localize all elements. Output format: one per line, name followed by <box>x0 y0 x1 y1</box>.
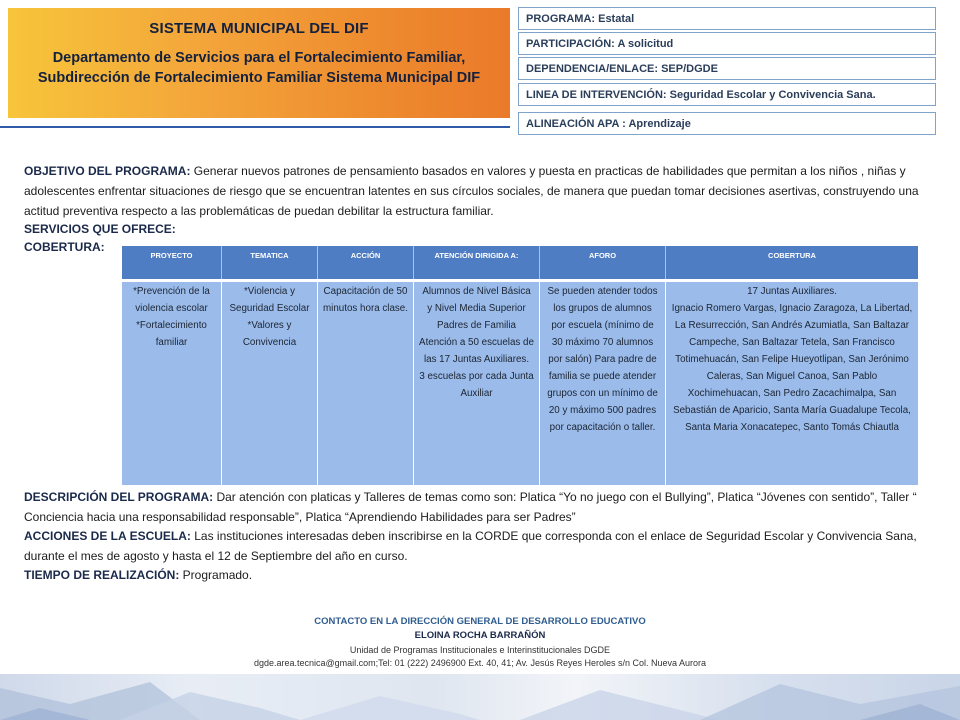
participacion-box: PARTICIPACIÓN: A solicitud <box>518 32 936 55</box>
header-divider <box>0 126 510 128</box>
header-accion: ACCIÓN <box>318 246 414 279</box>
banner-subtitle <box>8 48 510 88</box>
cell-accion: Capacitación de 50 minutos hora clase. <box>318 282 414 485</box>
linea-intervencion-box: LINEA DE INTERVENCIÓN: Seguridad Escolar y Convivencia Sana. <box>518 83 936 106</box>
cell-cobertura <box>666 282 918 485</box>
descripcion-paragraph <box>24 487 922 527</box>
cobertura-heading: COBERTURA: <box>24 240 105 254</box>
cell-cobertura-juntas: 17 Juntas Auxiliares. <box>747 286 837 297</box>
banner-title: SISTEMA MUNICIPAL DEL DIF <box>149 20 369 37</box>
descripcion-label: DESCRIPCIÓN DEL PROGRAMA: <box>24 490 214 504</box>
header-proyecto: PROYECTO <box>122 246 222 279</box>
header-aforo: AFORO <box>540 246 666 279</box>
dependencia-box: DEPENDENCIA/ENLACE: SEP/DGDE <box>518 57 936 80</box>
descripcion-text: Dar atención con platicas y Talleres de temas como son: Platica “Yo no juego con el Bullying”, Platica “Jóvenes con sentido”, Taller “ Conciencia hacia una responsabilidad responsable”, Platica “Aprendiendo Habilidades para ser Padres” <box>24 490 917 524</box>
cell-proyecto: *Prevención de la violencia escolar *Fortalecimiento familiar <box>122 282 222 485</box>
tiempo-label: TIEMPO DE REALIZACIÓN: <box>24 568 180 582</box>
header-atencion: ATENCIÓN DIRIGIDA A: <box>414 246 540 279</box>
alineacion-box: ALINEACIÓN APA : Aprendizaje <box>518 112 936 135</box>
cell-atencion-escuelas: 3 escuelas por cada Junta Auxiliar <box>419 371 534 399</box>
contact-address[interactable]: dgde.area.tecnica@gmail.com;Tel: 01 (222) 2496900 Ext. 40, 41; Av. Jesús Reyes Heroles s/n Col. Nueva Aurora <box>253 658 707 668</box>
objetivo-text: Generar nuevos patrones de pensamiento basados en valores y puesta en practicas de habilidades que permitan a los niños , niñas y adolescentes enfrentar situaciones de riesgo que se encuentran latentes en sus círculos sociales, de manera que puedan tomar decisiones asertivas, construyendo una actitud preventiva respecto a las problemáticas de puedan debilitar la estructura familiar. <box>24 164 919 218</box>
objetivo-paragraph <box>24 161 922 221</box>
cell-atencion-alumnos: Alumnos de Nivel Básica y Nivel Media Superior <box>422 286 531 314</box>
footer-decoration <box>0 674 960 720</box>
acciones-label: ACCIONES DE LA ESCUELA: <box>24 529 191 543</box>
acciones-text: Las instituciones interesadas deben inscribirse en la CORDE que corresponda con el enlace de Seguridad Escolar y Convivencia Sana, durante el mes de agosto y hasta el 12 de Septiembre del año en curso. <box>24 529 917 563</box>
cell-atencion <box>414 282 540 485</box>
header-banner <box>8 8 510 118</box>
tiempo-text: Programado. <box>179 568 253 582</box>
tiempo-paragraph <box>24 565 922 585</box>
contact-title: CONTACTO EN LA DIRECCIÓN GENERAL DE DESARROLLO EDUCATIVO <box>314 616 646 627</box>
header-cobertura: COBERTURA <box>768 251 816 260</box>
servicios-heading: SERVICIOS QUE OFRECE: <box>24 222 176 236</box>
cell-aforo: Se pueden atender todos los grupos de alumnos por escuela (mínimo de 30 máximo 70 alumnos por salón) Para padre de familia se puede atender grupos con un mínimo de 20 y máximo 500 padres por capacitación o taller. <box>540 282 666 485</box>
table-row <box>122 282 918 485</box>
services-table <box>122 246 918 485</box>
contact-name: ELOINA ROCHA BARRAÑÓN <box>414 630 546 641</box>
footer-pattern-graphic <box>0 674 960 720</box>
cell-atencion-padres: Padres de Familia Atención a 50 escuelas de las 17 Juntas Auxiliares. <box>419 320 534 365</box>
table-header-row <box>122 246 918 279</box>
header-tematica: TEMATICA <box>222 246 318 279</box>
banner-subtitle-line1: Departamento de Servicios para el Fortalecimiento Familiar, <box>52 50 466 66</box>
objetivo-label: OBJETIVO DEL PROGRAMA: <box>24 164 191 178</box>
contact-unit: Unidad de Programas Institucionales e Interinstitucionales DGDE <box>349 645 611 655</box>
cell-tematica: *Violencia y Seguridad Escolar *Valores y Convivencia <box>222 282 318 485</box>
banner-subtitle-line2: Subdirección de Fortalecimiento Familiar Sistema Municipal DIF <box>37 70 481 86</box>
acciones-paragraph <box>24 526 922 566</box>
programa-box: PROGRAMA: Estatal <box>518 7 936 30</box>
cell-cobertura-list: Ignacio Romero Vargas, Ignacio Zaragoza, La Libertad, La Resurrección, San Andrés Azumiatla, San Baltazar Campeche, San Baltazar Tetela, San Francisco Totimehuacán, San Felipe Hueyotlipan, San Jerónimo Caleras, San Miguel Canoa, San Pablo Xochimehuacan, San Pedro Zacachimalpa, San Sebastián de Aparicio, Santa María Guadalupe Tecola, Santa Maria Xonacatepec, Santo Tomás Chiautla <box>671 303 913 433</box>
